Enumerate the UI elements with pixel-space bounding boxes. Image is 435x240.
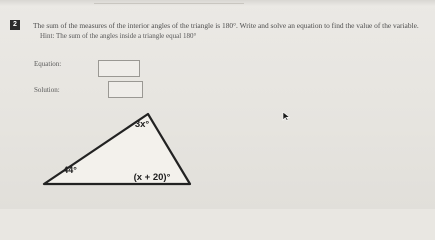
mouse-pointer-icon (281, 111, 291, 121)
solution-label: Solution: (34, 86, 60, 94)
top-angle-label: 3x° (134, 119, 150, 130)
equation-label: Equation: (34, 60, 62, 68)
left-angle-label: 44° (63, 165, 77, 175)
question-number-badge: 2 (10, 20, 20, 30)
question-hint: Hint: The sum of the angles inside a triangle equal 180° (40, 32, 197, 40)
question-prompt: The sum of the measures of the interior angles of the triangle is 180°. Write and solve an equation to find the value of the variable. (33, 21, 419, 30)
right-angle-label: (x + 20)° (133, 172, 171, 183)
